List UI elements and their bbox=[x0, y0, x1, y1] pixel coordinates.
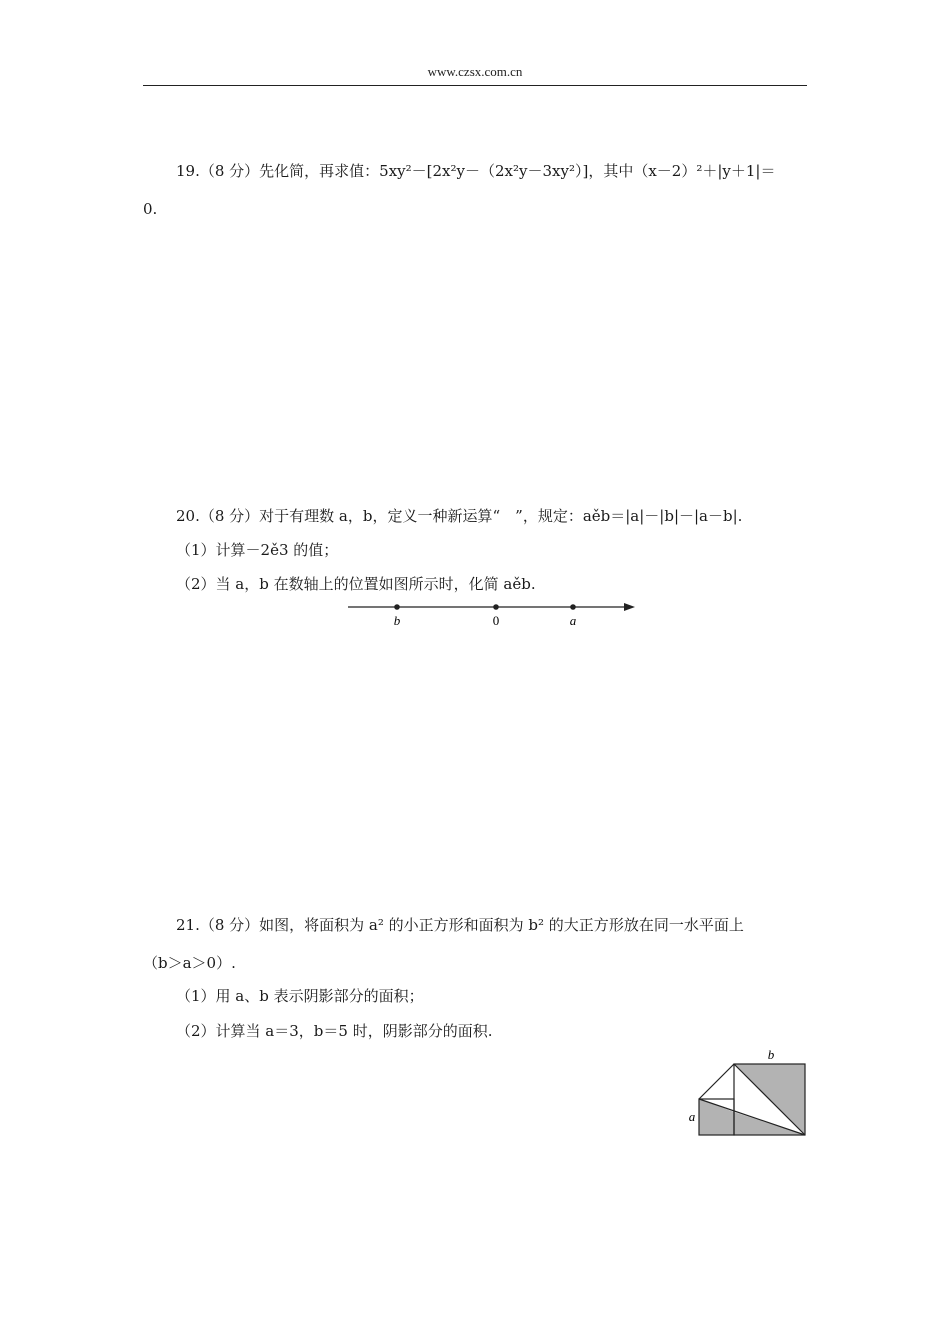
question-21-part1: （1）用 a、b 表示阴影部分的面积； bbox=[176, 987, 424, 1005]
question-21-part2: （2）计算当 a＝3，b＝5 时，阴影部分的面积. bbox=[176, 1022, 493, 1040]
question-21-stem-line1: 21.（8 分）如图，将面积为 a² 的小正方形和面积为 b² 的大正方形放在同一水平面上 bbox=[176, 916, 744, 934]
label-b-side: b bbox=[767, 1047, 775, 1062]
question-20-stem: 20.（8 分）对于有理数 a，b，定义一种新运算“ ”，规定：aěb＝|a|－|b|－|a－b|. bbox=[176, 507, 743, 525]
question-19-line2: 0. bbox=[143, 200, 158, 218]
label-b: b bbox=[393, 613, 401, 628]
squares-figure bbox=[680, 1046, 812, 1140]
label-a: a bbox=[569, 613, 577, 628]
question-20-part1: （1）计算－2ě3 的值； bbox=[176, 541, 339, 559]
point-zero bbox=[493, 604, 499, 610]
point-a bbox=[570, 604, 576, 610]
label-a-side: a bbox=[688, 1109, 696, 1124]
number-line-figure bbox=[345, 598, 645, 632]
number-line-arrow bbox=[624, 603, 635, 611]
question-20-part2: （2）当 a，b 在数轴上的位置如图所示时，化简 aěb. bbox=[176, 575, 536, 593]
diagonal-top bbox=[699, 1064, 734, 1099]
header-rule bbox=[143, 85, 807, 86]
question-19-line1: 19.（8 分）先化简，再求值：5xy²－[2x²y－（2x²y－3xy²）]，其中（x－2）²＋|y＋1|＝ bbox=[176, 162, 776, 180]
header-url: www.czsx.com.cn bbox=[427, 64, 523, 79]
question-21-stem-line2: （b＞a＞0）. bbox=[143, 954, 236, 972]
label-zero: 0 bbox=[492, 613, 500, 628]
point-b bbox=[394, 604, 400, 610]
